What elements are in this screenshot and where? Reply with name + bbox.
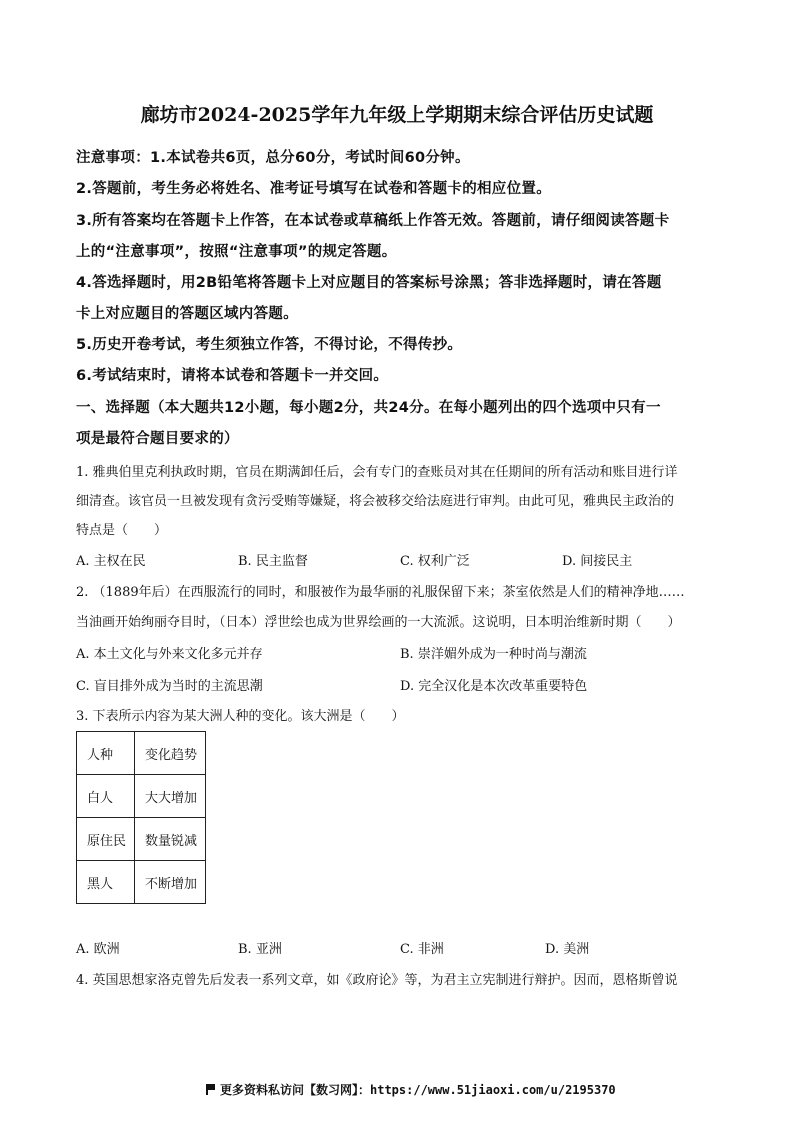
q2-option-b: B. 崇洋媚外成为一种时尚与潮流 <box>400 647 587 662</box>
q3-table <box>76 731 206 904</box>
q2-option-c: C. 盲目排外成为当时的主流思潮 <box>76 679 263 694</box>
q3-stem: 3. 下表所示内容为某大洲人种的变化。该大洲是（ ） <box>76 709 405 724</box>
table-row <box>77 861 206 904</box>
q3-option-a: A. 欧洲 <box>76 942 120 957</box>
notice-line: 5.历史开卷考试，考生须独立作答，不得讨论，不得传抄。 <box>76 337 463 353</box>
table-row <box>77 818 206 861</box>
q1-option-a: A. 主权在民 <box>76 554 146 569</box>
q1-stem: 细清查。该官员一旦被发现有贪污受贿等嫌疑，将会被移交给法庭进行审判。由此可见，雅典民主政治的 <box>76 494 675 509</box>
table-cell: 人种 <box>77 732 135 775</box>
q1-option-b: B. 民主监督 <box>238 554 308 569</box>
table-cell: 黑人 <box>77 861 135 904</box>
q2-option-a: A. 本土文化与外来文化多元并存 <box>76 647 263 662</box>
q3-option-b: B. 亚洲 <box>238 942 282 957</box>
section-heading: 一、选择题（本大题共12小题，每小题2分，共24分。在每小题列出的四个选项中只有一 <box>76 400 661 416</box>
notice-line: 注意事项：1.本试卷共6页，总分60分，考试时间60分钟。 <box>76 150 470 166</box>
q2-stem: 当油画开始绚丽夺目时，（日本）浮世绘也成为世界绘画的一大流派。这说明，日本明治维新时期（ ） <box>76 615 681 630</box>
notice-line: 3.所有答案均在答题卡上作答，在本试卷或草稿纸上作答无效。答题前，请仔细阅读答题卡 <box>76 213 670 229</box>
page-title: 廊坊市2024-2025学年九年级上学期期末综合评估历史试题 <box>140 104 654 126</box>
notice-line: 卡上对应题目的答题区域内答题。 <box>76 306 298 322</box>
q2-stem: 2. （1889年后）在西服流行的同时，和服被作为最华丽的礼服保留下来；茶室依然是人们的精神净地…… <box>76 585 685 600</box>
q3-option-c: C. 非洲 <box>400 942 444 957</box>
q3-option-d: D. 美洲 <box>545 942 590 957</box>
q1-stem: 特点是（ ） <box>76 523 168 538</box>
notice-line: 2.答题前，考生务必将姓名、准考证号填写在试卷和答题卡的相应位置。 <box>76 181 551 197</box>
table-cell: 不断增加 <box>135 861 206 904</box>
table-cell: 原住民 <box>77 818 135 861</box>
section-heading: 项是最符合题目要求的） <box>76 431 239 447</box>
table-cell: 大大增加 <box>135 775 206 818</box>
q2-option-d: D. 完全汉化是本次改革重要特色 <box>400 679 588 694</box>
flag-icon <box>206 1084 216 1095</box>
notice-line: 4.答选择题时，用2B铅笔将答题卡上对应题目的答案标号涂黑；答非选择题时，请在答题 <box>76 275 662 291</box>
q1-option-c: C. 权利广泛 <box>400 554 470 569</box>
notice-line: 上的“注意事项”，按照“注意事项”的规定答题。 <box>76 244 397 260</box>
q1-stem: 1. 雅典伯里克利执政时期，官员在期满卸任后，会有专门的查账员对其在任期间的所有活动和账目进行详 <box>76 465 678 480</box>
q4-stem: 4. 英国思想家洛克曾先后发表一系列文章，如《政府论》等，为君主立宪制进行辩护。因而，恩格斯曾说 <box>76 973 678 988</box>
table-cell: 白人 <box>77 775 135 818</box>
table-row <box>77 732 206 775</box>
footer-text: 更多资料私访问【数习网】：https://www.51jiaoxi.com/u/2195370 <box>220 1083 616 1097</box>
table-cell: 数量锐减 <box>135 818 206 861</box>
notice-line: 6.考试结束时，请将本试卷和答题卡一并交回。 <box>76 368 389 384</box>
footer-link[interactable] <box>206 1081 616 1098</box>
q1-option-d: D. 间接民主 <box>562 554 633 569</box>
table-cell: 变化趋势 <box>135 732 206 775</box>
table-row <box>77 775 206 818</box>
